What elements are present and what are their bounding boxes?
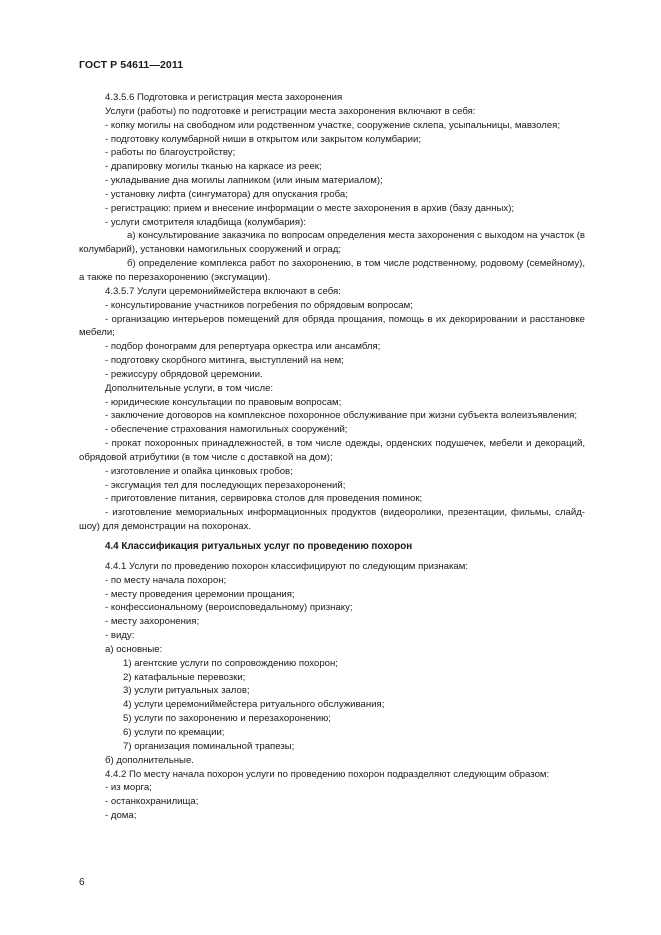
paragraph: Дополнительные услуги, в том числе: xyxy=(105,382,274,394)
paragraph: - организацию интерьеров помещений для обряда прощания, помощь в их декорировании и расстановке мебели; xyxy=(79,313,585,339)
paragraph: б) дополнительные. xyxy=(105,754,194,766)
paragraph: - заключение договоров на комплексное похоронное обслуживание при жизни субъекта волеизъявления; xyxy=(105,410,577,422)
paragraph: 7) организация поминальной трапезы; xyxy=(123,740,295,752)
paragraph: - месту проведения церемонии прощания; xyxy=(105,588,295,600)
paragraph: 6) услуги по кремации; xyxy=(123,726,225,738)
paragraph: 4.4.1 Услуги по проведению похорон классифицируют по следующим признакам: xyxy=(105,560,468,572)
paragraph: а) консультирование заказчика по вопросам определения места захоронения с выходом на участок (в колумбарий), установки намогильных сооружений и оград; xyxy=(79,230,585,256)
paragraph: б) определение комплекса работ по захоронению, в том числе родственному, родовому (семейному), а также по перезахоронению (эксгумации). xyxy=(79,258,585,283)
paragraph: - изготовление и опайка цинковых гробов; xyxy=(105,465,293,477)
paragraph: 4.3.5.7 Услуги церемониймейстера включают в себя: xyxy=(105,285,341,297)
paragraph: - из морга; xyxy=(105,782,152,794)
paragraph: - работы по благоустройству; xyxy=(105,147,236,159)
paragraph: - приготовление питания, сервировка столов для проведения поминок; xyxy=(105,493,423,505)
paragraph: - по месту начала похорон; xyxy=(105,574,227,586)
paragraph: 4.3.5.6 Подготовка и регистрация места захоронения xyxy=(105,92,343,103)
paragraph: 4) услуги церемониймейстера ритуального обслуживания; xyxy=(123,699,385,711)
paragraph: - подбор фонограмм для репертуара оркестра или ансамбля; xyxy=(105,341,381,353)
paragraph: - останкохранилища; xyxy=(105,796,199,808)
page-number: 6 xyxy=(79,877,85,888)
document-body xyxy=(79,91,585,823)
paragraph: - услуги смотрителя кладбища (колумбария): xyxy=(105,216,306,228)
paragraph: - обеспечение страхования намогильных сооружений; xyxy=(105,424,348,436)
paragraph: - конфессиональному (вероисповедальному) признаку; xyxy=(105,602,353,614)
paragraph: - режиссуру обрядовой церемонии. xyxy=(105,368,263,380)
paragraph: 2) катафальные перевозки; xyxy=(123,671,246,683)
paragraph: 1) агентские услуги по сопровождению похорон; xyxy=(123,657,338,669)
paragraph: - консультирование участников погребения по обрядовым вопросам; xyxy=(105,299,413,311)
paragraph: Услуги (работы) по подготовке и регистрации места захоронения включают в себя: xyxy=(105,105,476,117)
paragraph: - копку могилы на свободном или родственном участке, сооружение склепа, усыпальницы, мавзолея; xyxy=(105,119,561,131)
paragraph: - драпировку могилы тканью на каркасе из реек; xyxy=(105,161,322,173)
paragraph: - изготовление мемориальных информационных продуктов (видеоролики, презентации, фильмы, слайд-шоу) для демонстрации на похоронах. xyxy=(79,507,585,533)
paragraph: - виду: xyxy=(105,630,135,642)
paragraph: - дома; xyxy=(105,810,137,822)
section-heading: 4.4 Классификация ритуальных услуг по проведению похорон xyxy=(105,541,413,552)
paragraph: - юридические консультации по правовым вопросам; xyxy=(105,396,342,408)
paragraph: - прокат похоронных принадлежностей, в том числе одежды, орденских подушечек, мебели и декораций, обрядовой атрибутики (в том числе с доставкой на дом); xyxy=(79,438,585,463)
document-header: ГОСТ Р 54611—2011 xyxy=(79,59,184,71)
paragraph: - подготовку колумбарной ниши в открытом или закрытом колумбарии; xyxy=(105,133,422,145)
paragraph: - укладывание дна могилы лапником (или иным материалом); xyxy=(105,175,383,187)
paragraph: 5) услуги по захоронению и перезахоронению; xyxy=(123,713,331,725)
paragraph: 4.4.2 По месту начала похорон услуги по проведению похорон подразделяют следующим образом: xyxy=(105,768,550,780)
paragraph: - подготовку скорбного митинга, выступлений на нем; xyxy=(105,355,344,367)
paragraph: 3) услуги ритуальных залов; xyxy=(123,685,250,697)
paragraph: - месту захоронения; xyxy=(105,616,200,628)
paragraph: - установку лифта (сингуматора) для опускания гроба; xyxy=(105,188,348,200)
paragraph: - регистрацию: прием и внесение информации о месте захоронения в архив (базу данных); xyxy=(105,202,515,214)
paragraph: а) основные: xyxy=(105,643,163,655)
paragraph: - эксгумация тел для последующих перезахоронений; xyxy=(105,479,346,491)
